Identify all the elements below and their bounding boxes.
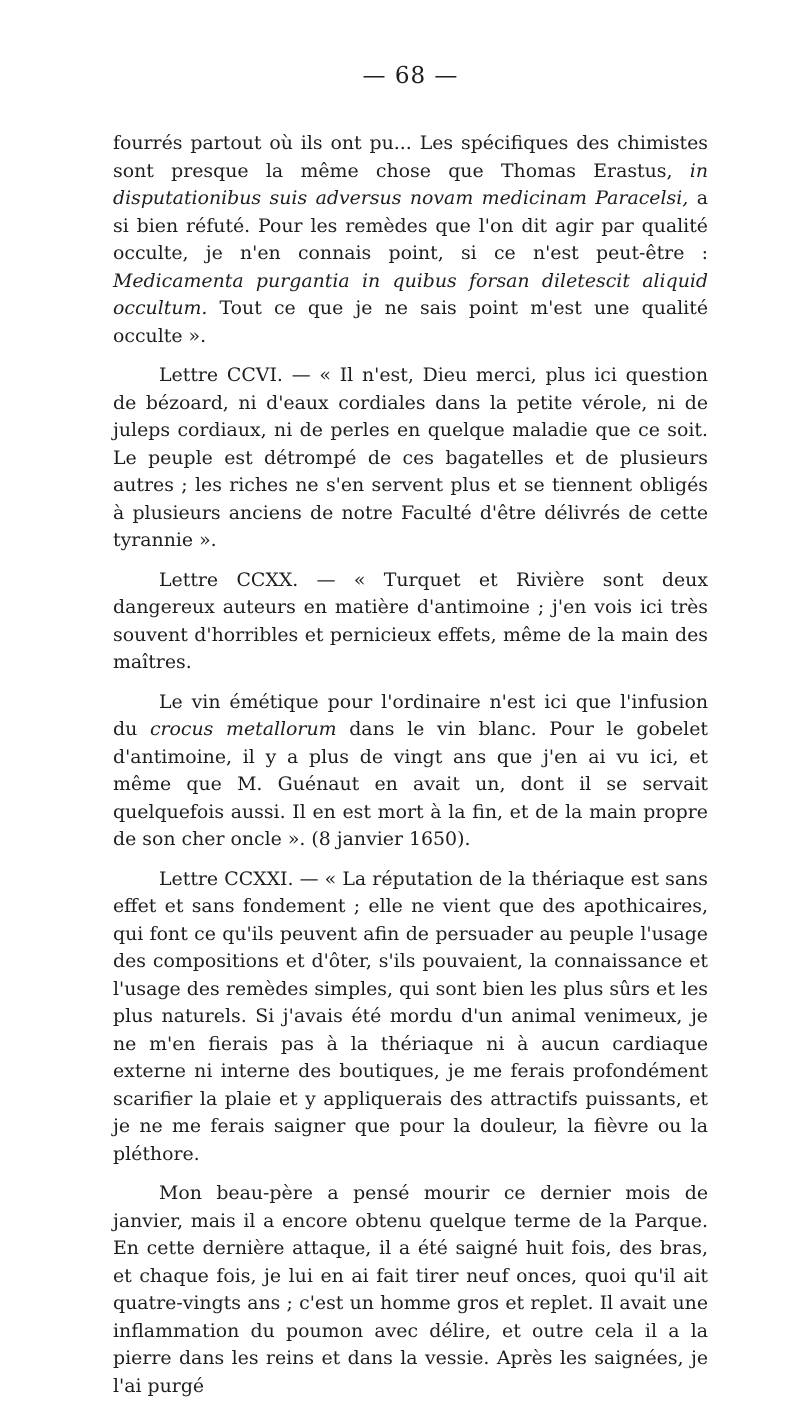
page-number: — 68 — [362,63,459,89]
paragraph-letter-ccxxi: Lettre CCXXI. — « La réputation de la thériaque est sans effet et sans fondement ; elle ne vient que des apothicaires, qui font ce qu'ils peuvent afin de persuader au peuple l'usage des compositions et d'ôter, s'ils pouvaient, la connaissance et l'usage des remèdes simples, qui sont bien les plus sûrs et les plus naturels. Si j'avais été mordu d'un animal venimeux, je ne m'en fierais pas à la thériaque ni à aucun cardiaque externe ni interne des boutiques, je me ferais profondément scarifier la plaie et y appliquerais des attractifs puissants, et je ne me ferais saigner que pour la douleur, la fièvre ou la pléthore. [113,867,708,1165]
paragraph-vin-emetique [113,689,708,854]
paragraph-1-latin-2: Medicamenta purgantia in quibus forsan diletescit aliquid occultum. [113,269,708,319]
paragraph-letter-ccvi: Lettre CCVI. — « Il n'est, Dieu merci, plus ici question de bézoard, ni d'eaux cordiales dans la petite vérole, ni de juleps cordiaux, ni de perles en quelque maladie que ce soit. Le peuple est détrompé de ces bagatelles et de plusieurs autres ; les riches ne s'en servent plus et se tiennent obligés à plusieurs anciens de notre Faculté d'être délivrés de cette tyrannie ». [113,364,708,551]
paragraph-4-latin: crocus metallorum [149,718,337,740]
paragraph-1-text-3: Tout ce que je ne sais point m'est une qualité occulte ». [113,297,708,347]
paragraph-letter-ccxx: Lettre CCXX. — « Turquet et Rivière sont deux dangereux auteurs en matière d'antimoine ; j'en vois ici très souvent d'horribles et pernicieux effets, même de la main des maîtres. [113,568,708,673]
paragraph-1-text-1: fourrés partout où ils ont pu... Les spécifiques des chimistes sont presque la même chose que Thomas Erastus, [113,132,708,182]
paragraph-4-text-2: dans le vin blanc. Pour le gobelet d'antimoine, il y a plus de vingt ans que j'en ai vu ici, et même que M. Guénaut en avait un, dont il se servait quelquefois aussi. Il en est mort à la fin, et de la main propre de son cher oncle ». (8 janvier 1650). [113,718,708,850]
paragraph-1 [113,130,708,350]
paragraph-1-latin-1: in disputationibus suis adversus novam medicinam Paracelsi, [113,159,708,209]
paragraph-beau-pere: Mon beau-père a pensé mourir ce dernier mois de janvier, mais il a encore obtenu quelque terme de la Parque. En cette dernière attaque, il a été saigné huit fois, des bras, et chaque fois, je lui en ai fait tirer neuf onces, quoi qu'il ait quatre-vingts ans ; c'est un homme gros et replet. Il avait une inflammation du poumon avec délire, et outre cela il a la pierre dans les reins et dans la vessie. Après les saignées, je l'ai purgé [113,1182,708,1397]
document-page [113,62,708,1412]
paragraph-4-text-1: Le vin émétique pour l'ordinaire n'est ici que l'infusion du [113,690,708,740]
paragraph-1-text-2: a si bien réfuté. Pour les remèdes que l'on dit agir par qualité occulte, je n'en connais point, si ce n'est peut-être : [113,187,708,264]
